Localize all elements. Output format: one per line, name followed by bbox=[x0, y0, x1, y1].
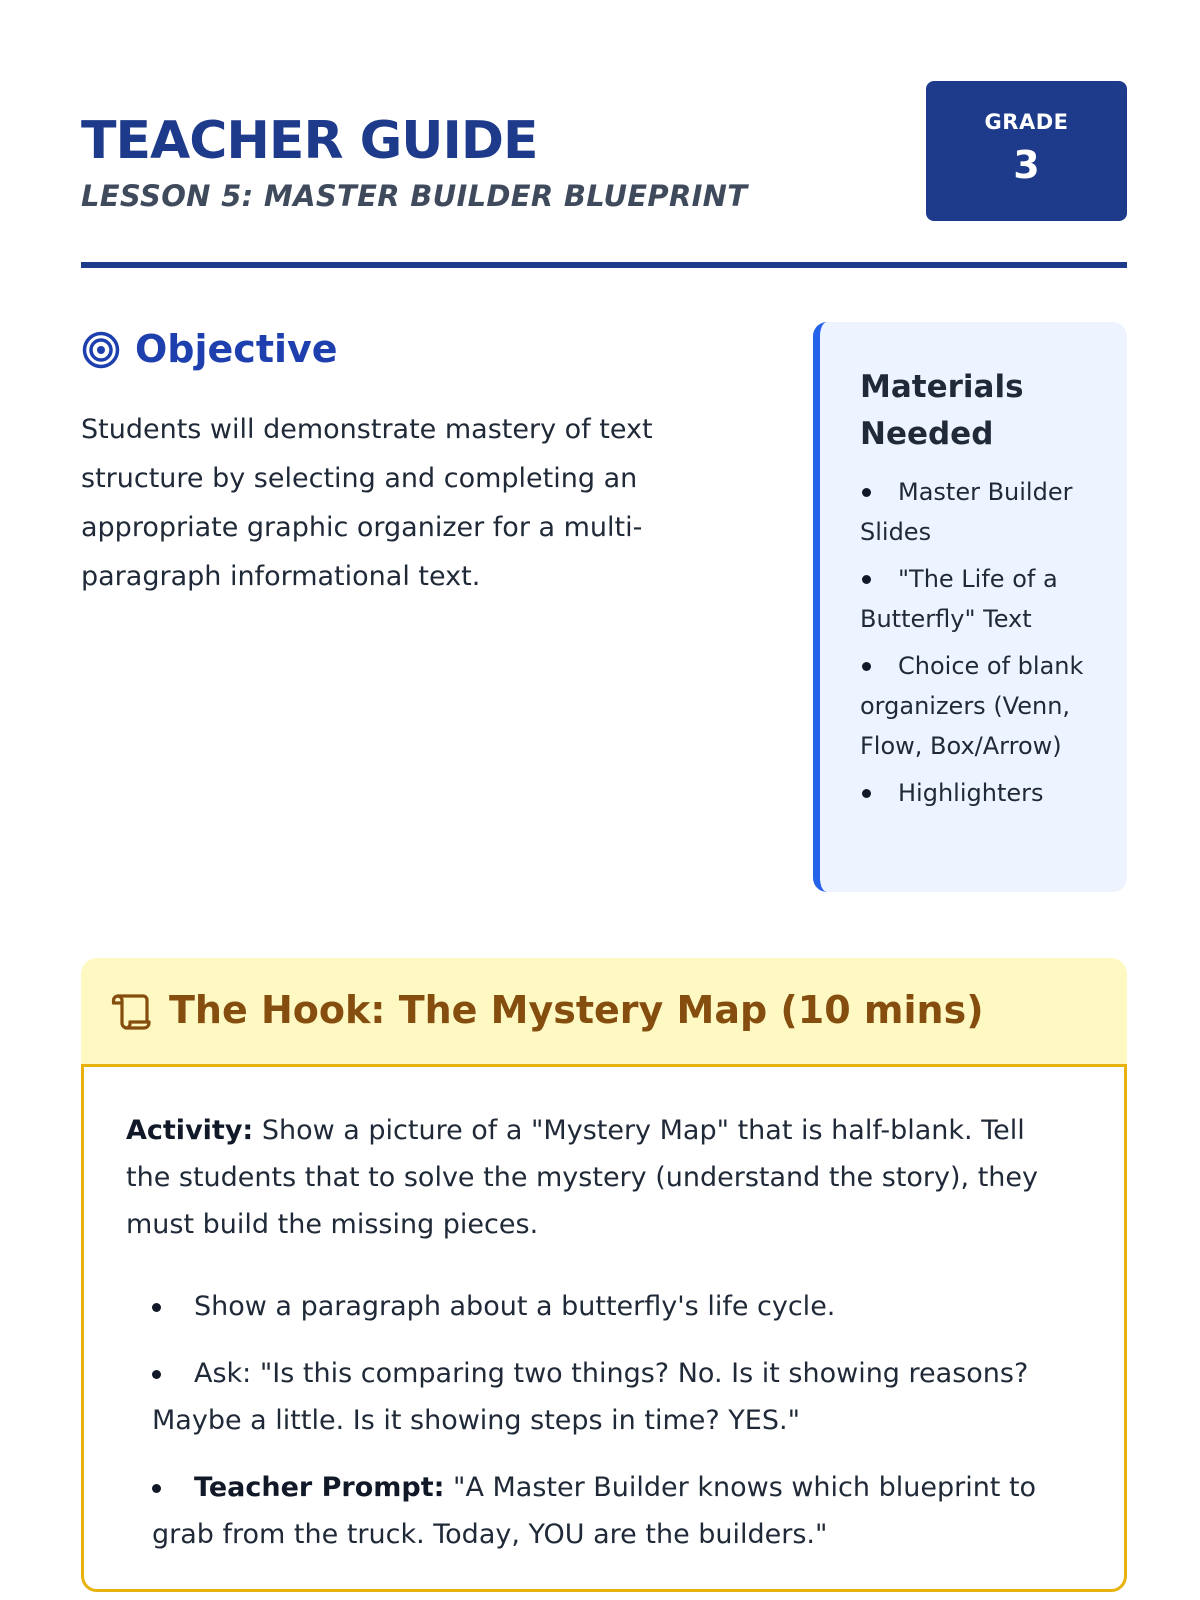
grade-badge bbox=[926, 81, 1127, 221]
list-item: Choice of blank organizers (Venn, Flow, Box/Arrow) bbox=[860, 646, 1120, 766]
header-divider bbox=[81, 262, 1127, 268]
activity-text: Show a picture of a "Mystery Map" that is half-blank. Tell the students that to solve the mystery (understand the story), they must build the missing pieces. bbox=[126, 1115, 1038, 1240]
hook-card bbox=[81, 958, 1127, 1592]
list-item: "The Life of a Butterfly" Text bbox=[860, 559, 1120, 639]
activity-label: Activity: bbox=[126, 1115, 254, 1146]
scroll-icon bbox=[109, 990, 153, 1034]
objective-text: Students will demonstrate mastery of text structure by selecting and completing an appropriate graphic organizer for a multi-paragraph informational text. bbox=[81, 414, 653, 592]
guide-header bbox=[81, 81, 1127, 271]
hook-title: The Hook: The Mystery Map (10 mins) bbox=[169, 988, 984, 1032]
list-item bbox=[152, 1283, 1052, 1330]
page-title: TEACHER GUIDE bbox=[81, 111, 538, 171]
list-item bbox=[152, 1350, 1052, 1444]
materials-panel bbox=[813, 322, 1127, 892]
hook-steps-list bbox=[152, 1283, 1052, 1578]
teacher-guide-page bbox=[81, 0, 1127, 1600]
step-text: Show a paragraph about a butterfly's life cycle. bbox=[194, 1291, 836, 1322]
target-icon bbox=[81, 330, 121, 370]
materials-list bbox=[860, 472, 1120, 820]
hook-body bbox=[81, 1064, 1127, 1592]
list-item bbox=[152, 1464, 1052, 1558]
teacher-prompt-label: Teacher Prompt: bbox=[194, 1472, 445, 1503]
materials-title: Materials Needed bbox=[860, 369, 1024, 452]
hook-header bbox=[81, 958, 1127, 1066]
list-item: Master Builder Slides bbox=[860, 472, 1120, 552]
list-item: Highlighters bbox=[860, 773, 1120, 813]
objective-heading bbox=[81, 320, 721, 380]
objective-title: Objective bbox=[135, 327, 338, 371]
lesson-subtitle: LESSON 5: MASTER BUILDER BLUEPRINT bbox=[81, 179, 748, 213]
activity-paragraph bbox=[126, 1107, 1066, 1248]
teacher-prompt-text: "A Master Builder knows which blueprint to grab from the truck. Today, YOU are the builders." bbox=[152, 1472, 1037, 1550]
grade-value: 3 bbox=[1013, 143, 1040, 187]
grade-label: GRADE bbox=[984, 110, 1069, 134]
step-text: Ask: "Is this comparing two things? No. Is it showing reasons? Maybe a little. Is it showing steps in time? YES." bbox=[152, 1358, 1029, 1436]
